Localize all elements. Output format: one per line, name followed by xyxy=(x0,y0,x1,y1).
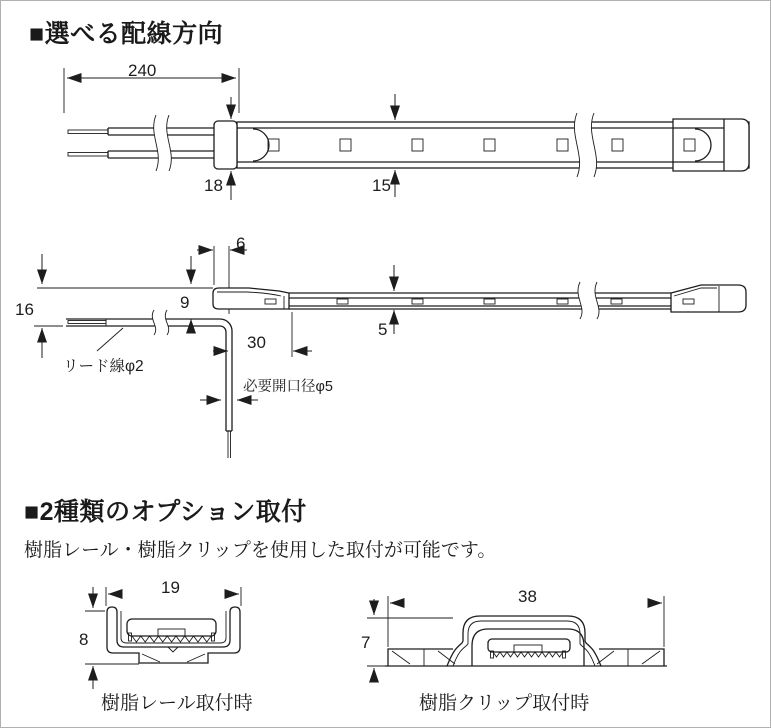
technical-drawing-canvas xyxy=(1,1,771,728)
strip-end-cap-side-left xyxy=(213,288,289,309)
dim-clip-width-label: 38 xyxy=(518,587,537,606)
section-options-title: ■2種類のオプション取付 xyxy=(24,498,307,526)
dim-strip-height-label: 15 xyxy=(372,176,391,195)
strip-end-cap-side-right xyxy=(671,285,746,312)
dim-clip-height-label: 7 xyxy=(361,633,371,652)
dim-lead-length-label: 240 xyxy=(128,61,157,80)
front-view-drawing xyxy=(64,61,749,200)
section-wiring-title: ■選べる配線方向 xyxy=(29,20,224,48)
dim-cap-length-label: 30 xyxy=(247,333,266,352)
side-view-drawing xyxy=(15,234,746,458)
dim-drop-height-label: 9 xyxy=(180,293,190,312)
clip-caption: 樹脂クリップ取付時 xyxy=(419,693,590,714)
lead-wire-label: リード線φ2 xyxy=(63,358,144,375)
dim-rail-height-label: 8 xyxy=(79,630,89,649)
dim-cap-offset-label: 6 xyxy=(236,234,246,253)
rail-section-drawing xyxy=(79,578,241,689)
clip-section-drawing xyxy=(361,587,667,682)
led-chips-side xyxy=(265,299,694,304)
rail-caption: 樹脂レール取付時 xyxy=(101,693,253,714)
dim-rail-width-label: 19 xyxy=(161,578,180,597)
dim-plug-height-label: 18 xyxy=(204,176,223,195)
dim-overall-height-label: 16 xyxy=(15,300,34,319)
dim-side-strip-height-label: 5 xyxy=(378,320,388,339)
section-options-description: 樹脂レール・樹脂クリップを使用した取付が可能です。 xyxy=(24,540,497,561)
wire-plug xyxy=(214,121,237,169)
opening-diameter-label: 必要開口径φ5 xyxy=(243,379,333,395)
